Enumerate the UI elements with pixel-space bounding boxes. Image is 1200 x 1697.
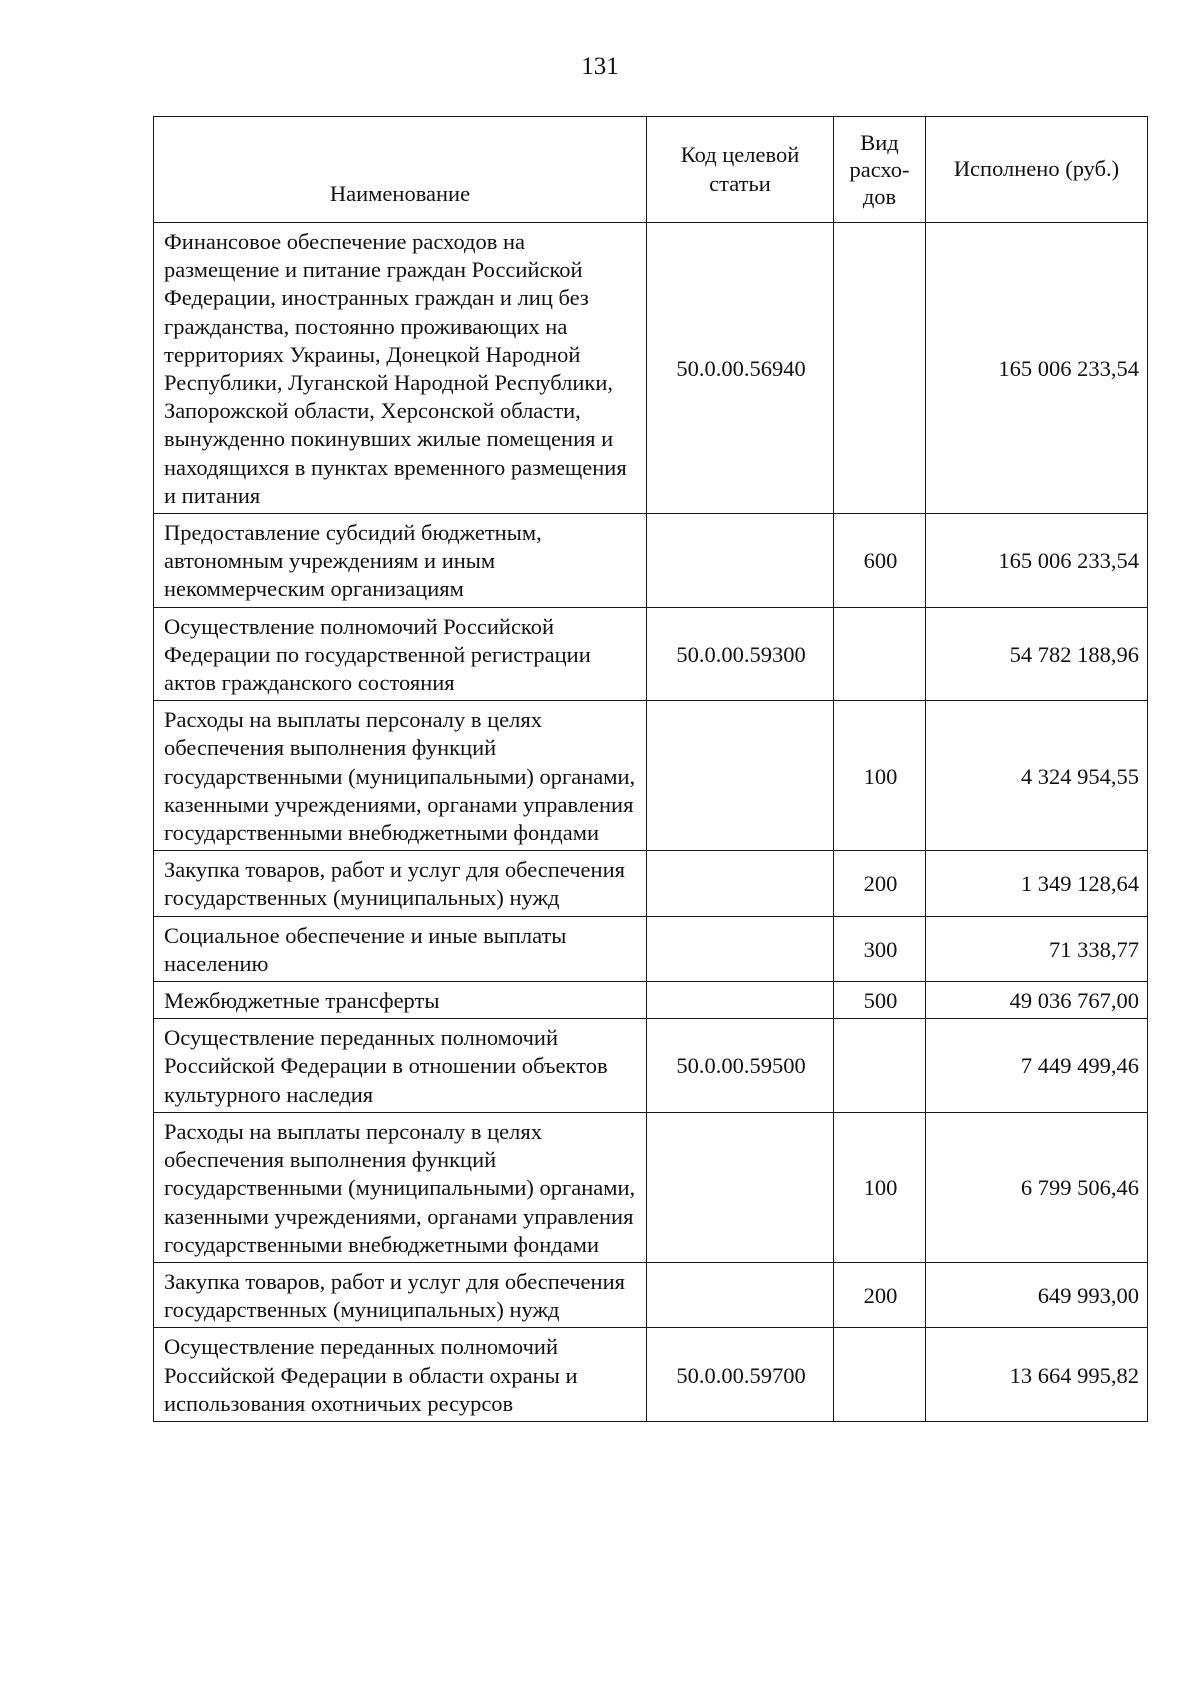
table-row xyxy=(154,982,1148,1019)
row-code: 50.0.00.59500 xyxy=(647,1019,834,1113)
row-sum: 49 036 767,00 xyxy=(926,982,1148,1019)
table-row xyxy=(154,851,1148,916)
row-type: 600 xyxy=(834,514,926,608)
row-type: 100 xyxy=(834,1112,926,1262)
row-code xyxy=(647,701,834,851)
row-name: Закупка товаров, работ и услуг для обеспечения государственных (муниципальных) нужд xyxy=(154,1262,647,1327)
row-code xyxy=(647,982,834,1019)
row-name: Предоставление субсидий бюджетным, автономным учреждениям и иным некоммерческим организациям xyxy=(154,514,647,608)
header-row xyxy=(154,117,1148,223)
row-type: 200 xyxy=(834,851,926,916)
row-sum: 4 324 954,55 xyxy=(926,701,1148,851)
row-sum: 165 006 233,54 xyxy=(926,514,1148,608)
row-name: Финансовое обеспечение расходов на размещение и питание граждан Российской Федерации, иностранных граждан и лиц без гражданства, постоянно проживающих на территориях Украины, Донецкой Народной Республики, Луганской Народной Республики, Запорожской области, Херсонской области, вынужденно покинувших жилые помещения и находящихся в пунктах временного размещения и питания xyxy=(154,223,647,514)
table-row xyxy=(154,701,1148,851)
row-code xyxy=(647,514,834,608)
table-row xyxy=(154,1112,1148,1262)
table-row xyxy=(154,223,1148,514)
table-row xyxy=(154,1019,1148,1113)
row-code xyxy=(647,851,834,916)
table-body xyxy=(154,223,1148,1422)
row-sum: 7 449 499,46 xyxy=(926,1019,1148,1113)
row-code xyxy=(647,1112,834,1262)
row-code: 50.0.00.59300 xyxy=(647,607,834,701)
header-type: Вид расхо- дов xyxy=(834,117,926,223)
table-row xyxy=(154,1262,1148,1327)
table-row xyxy=(154,1328,1148,1422)
row-code xyxy=(647,916,834,981)
row-name: Осуществление переданных полномочий Российской Федерации в отношении объектов культурного наследия xyxy=(154,1019,647,1113)
row-type xyxy=(834,1019,926,1113)
row-name: Расходы на выплаты персоналу в целях обеспечения выполнения функций государственными (муниципальными) органами, казенными учреждениями, органами управления государственными внебюджетными фондами xyxy=(154,701,647,851)
row-type xyxy=(834,223,926,514)
row-name: Осуществление переданных полномочий Российской Федерации в области охраны и использования охотничьих ресурсов xyxy=(154,1328,647,1422)
header-sum: Исполнено (руб.) xyxy=(926,117,1148,223)
row-name: Закупка товаров, работ и услуг для обеспечения государственных (муниципальных) нужд xyxy=(154,851,647,916)
row-code xyxy=(647,1262,834,1327)
row-type: 300 xyxy=(834,916,926,981)
row-type: 100 xyxy=(834,701,926,851)
row-type xyxy=(834,1328,926,1422)
row-code: 50.0.00.56940 xyxy=(647,223,834,514)
row-name: Расходы на выплаты персоналу в целях обеспечения выполнения функций государственными (муниципальными) органами, казенными учреждениями, органами управления государственными внебюджетными фондами xyxy=(154,1112,647,1262)
table-row xyxy=(154,514,1148,608)
row-name: Социальное обеспечение и иные выплаты населению xyxy=(154,916,647,981)
row-name: Межбюджетные трансферты xyxy=(154,982,647,1019)
header-code: Код целевой статьи xyxy=(647,117,834,223)
row-code: 50.0.00.59700 xyxy=(647,1328,834,1422)
row-type: 200 xyxy=(834,1262,926,1327)
row-sum: 649 993,00 xyxy=(926,1262,1148,1327)
row-name: Осуществление полномочий Российской Федерации по государственной регистрации актов гражданского состояния xyxy=(154,607,647,701)
budget-table xyxy=(153,116,1148,1422)
row-sum: 71 338,77 xyxy=(926,916,1148,981)
header-name: Наименование xyxy=(154,117,647,223)
row-type xyxy=(834,607,926,701)
table-header xyxy=(154,117,1148,223)
page-number: 131 xyxy=(581,53,619,80)
row-sum: 1 349 128,64 xyxy=(926,851,1148,916)
row-type: 500 xyxy=(834,982,926,1019)
table-row xyxy=(154,916,1148,981)
row-sum: 165 006 233,54 xyxy=(926,223,1148,514)
row-sum: 6 799 506,46 xyxy=(926,1112,1148,1262)
row-sum: 13 664 995,82 xyxy=(926,1328,1148,1422)
row-sum: 54 782 188,96 xyxy=(926,607,1148,701)
table-row xyxy=(154,607,1148,701)
